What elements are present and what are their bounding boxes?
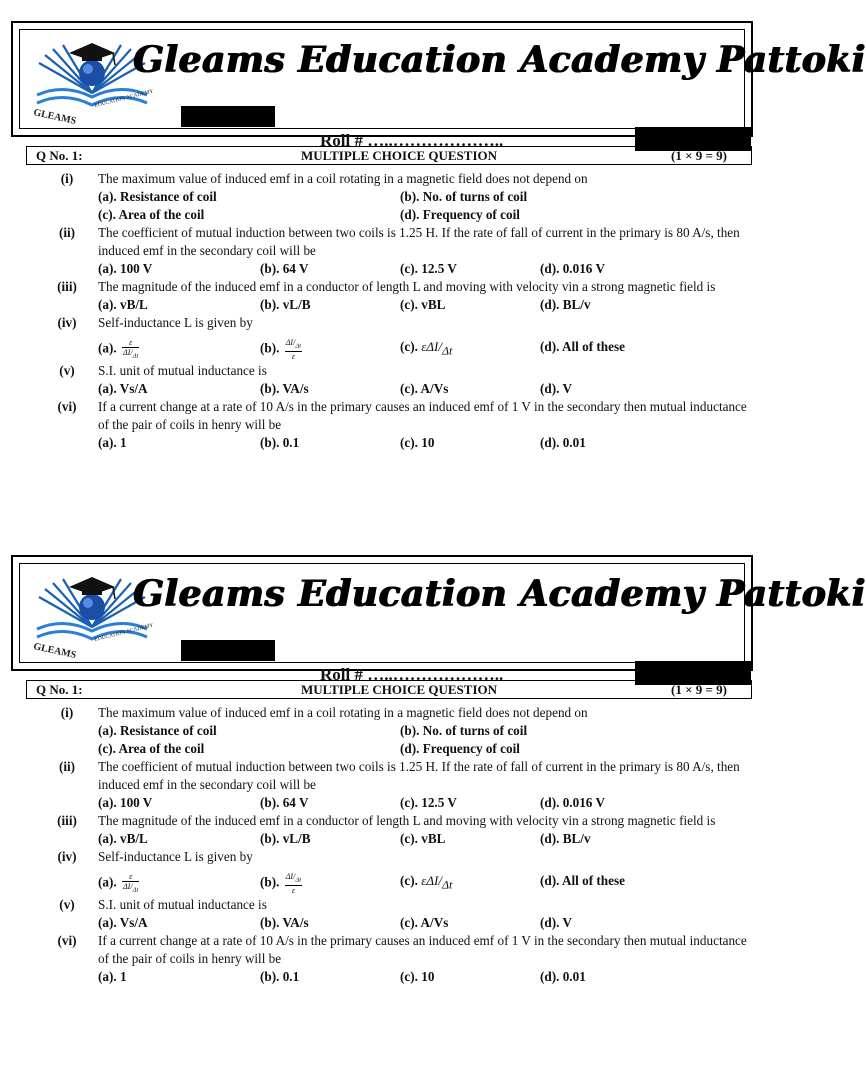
option-d: (d). 0.016 V — [540, 261, 605, 276]
option-c: (c). A/Vs — [400, 915, 449, 930]
option-a: (a). Vs/A — [98, 915, 148, 930]
question-item — [0, 278, 768, 314]
question-text: The coefficient of mutual induction between two coils is 1.25 H. If the rate of fall of current in the primary is 80 A/s, then induced emf in the secondary coil will be — [98, 225, 740, 258]
options-row — [0, 914, 768, 932]
section-header — [26, 146, 752, 165]
header-box — [11, 555, 866, 684]
option-d: (d). V — [540, 915, 572, 930]
question-num: (ii) — [58, 759, 76, 774]
section-header — [26, 680, 752, 699]
option-d: (d). Frequency of coil — [400, 741, 520, 756]
marks-label: (1 × 9 = 9) — [671, 148, 727, 163]
option-c: (c). Area of the coil — [98, 207, 205, 222]
section-title: MULTIPLE CHOICE QUESTION — [301, 148, 498, 163]
option-a: (a). 100 V — [98, 795, 153, 810]
options-row — [0, 722, 768, 740]
option-d: (d). BL/v — [540, 297, 591, 312]
option-c: (c). vBL — [400, 297, 446, 312]
option-a: (a). vB/L — [98, 831, 148, 846]
logo-word: GLEAMS — [32, 107, 78, 127]
options-row — [0, 332, 768, 362]
question-text: Self-inductance L is given by — [98, 315, 253, 330]
option-b: (b). VA/s — [260, 915, 309, 930]
question-number-label: Q No. 1: — [36, 682, 83, 697]
question-list — [0, 170, 768, 452]
question-text: Self-inductance L is given by — [98, 849, 253, 864]
option-d: (d). 0.01 — [540, 969, 586, 984]
question-item — [0, 398, 768, 452]
option-d: (d). 0.016 V — [540, 795, 605, 810]
option-c — [400, 872, 452, 894]
marks-label: (1 × 9 = 9) — [671, 682, 727, 697]
question-text: S.I. unit of mutual inductance is — [98, 897, 267, 912]
options-row — [0, 206, 768, 224]
question-item — [0, 224, 768, 278]
question-text: If a current change at a rate of 10 A/s in the primary causes an induced emf of 1 V in the secondary then mutual inductance of the pair of coils in henry will be — [98, 933, 747, 966]
option-b: (b). 64 V — [260, 795, 309, 810]
question-item — [0, 896, 768, 932]
question-item — [0, 758, 768, 812]
roll-number-field: Roll # …..……………….. — [320, 665, 504, 684]
option-c-label: (c). — [400, 873, 418, 888]
options-row — [0, 830, 768, 848]
option-a — [98, 338, 139, 361]
question-num: (iii) — [57, 813, 77, 828]
question-text: The coefficient of mutual induction between two coils is 1.25 H. If the rate of fall of current in the primary is 80 A/s, then induced emf in the secondary coil will be — [98, 759, 740, 792]
option-b — [260, 338, 302, 361]
option-c-label: (c). — [400, 339, 418, 354]
formula-c: εΔI/$_{\Delta t}$ — [421, 873, 453, 892]
options-row — [0, 296, 768, 314]
header-box — [11, 21, 866, 150]
option-c: (c). 12.5 V — [400, 795, 457, 810]
options-row — [0, 260, 768, 278]
option-b-label: (b). — [260, 874, 280, 890]
option-b — [260, 872, 302, 895]
options-row — [0, 380, 768, 398]
academy-title: Gleams Education Academy Pattoki — [133, 39, 866, 81]
options-row — [0, 434, 768, 452]
option-a: (a). vB/L — [98, 297, 148, 312]
question-item — [0, 812, 768, 848]
question-text: If a current change at a rate of 10 A/s in the primary causes an induced emf of 1 V in the secondary then mutual inductance of the pair of coils in henry will be — [98, 399, 747, 432]
question-num: (i) — [60, 171, 74, 186]
section-title: MULTIPLE CHOICE QUESTION — [301, 682, 498, 697]
options-row — [0, 740, 768, 758]
option-c: (c). Area of the coil — [98, 741, 205, 756]
formula-b: $\frac{\Delta I/_{\Delta t}}{\varepsilon}$ — [285, 338, 302, 361]
formula-a: $\frac{\varepsilon}{\Delta I/_{\Delta t}}$ — [122, 338, 139, 360]
question-num: (vi) — [57, 399, 77, 414]
option-a: (a). Resistance of coil — [98, 723, 217, 738]
option-b: (b). vL/B — [260, 297, 311, 312]
option-a: (a). 100 V — [98, 261, 153, 276]
option-b: (b). 64 V — [260, 261, 309, 276]
question-num: (iv) — [57, 315, 77, 330]
option-a-label: (a). — [98, 340, 117, 356]
logo-sub: EDUCATION ACADEMY — [94, 88, 155, 109]
option-d: (d). BL/v — [540, 831, 591, 846]
option-a — [98, 872, 139, 895]
question-text: S.I. unit of mutual inductance is — [98, 363, 267, 378]
formula-c: εΔI/$_{\Delta t}$ — [421, 339, 453, 358]
question-item — [0, 170, 768, 224]
question-text: The maximum value of induced emf in a coil rotating in a magnetic field does not depend on — [98, 705, 588, 720]
option-c: (c). 10 — [400, 969, 435, 984]
academy-title: Gleams Education Academy Pattoki — [133, 573, 866, 615]
question-num: (iii) — [57, 279, 77, 294]
option-a: (a). Vs/A — [98, 381, 148, 396]
option-c — [400, 338, 452, 360]
option-d: (d). All of these — [540, 873, 625, 888]
option-a: (a). 1 — [98, 969, 127, 984]
option-c: (c). A/Vs — [400, 381, 449, 396]
question-num: (vi) — [57, 933, 77, 948]
redaction-block-left — [181, 640, 275, 661]
option-d: (d). 0.01 — [540, 435, 586, 450]
question-num: (v) — [59, 363, 75, 378]
option-c: (c). 10 — [400, 435, 435, 450]
question-item — [0, 704, 768, 758]
option-d: (d). All of these — [540, 339, 625, 354]
question-item — [0, 932, 768, 986]
question-item — [0, 362, 768, 398]
options-row — [0, 866, 768, 896]
option-d: (d). Frequency of coil — [400, 207, 520, 222]
option-b: (b). No. of turns of coil — [400, 189, 528, 204]
option-b: (b). VA/s — [260, 381, 309, 396]
question-num: (v) — [59, 897, 75, 912]
option-b: (b). No. of turns of coil — [400, 723, 528, 738]
question-text: The magnitude of the induced emf in a conductor of length L and moving with velocity vin a strong magnetic field is — [98, 813, 716, 828]
option-a: (a). 1 — [98, 435, 127, 450]
options-row — [0, 968, 768, 986]
option-a: (a). Resistance of coil — [98, 189, 217, 204]
question-num: (iv) — [57, 849, 77, 864]
question-sheet-bottom — [0, 534, 866, 1068]
question-num: (i) — [60, 705, 74, 720]
option-a-label: (a). — [98, 874, 117, 890]
options-row — [0, 188, 768, 206]
option-b-label: (b). — [260, 340, 280, 356]
option-b: (b). 0.1 — [260, 969, 300, 984]
option-d: (d). V — [540, 381, 572, 396]
question-number-label: Q No. 1: — [36, 148, 83, 163]
option-b: (b). 0.1 — [260, 435, 300, 450]
question-text: The magnitude of the induced emf in a conductor of length L and moving with velocity vin a strong magnetic field is — [98, 279, 716, 294]
option-c: (c). vBL — [400, 831, 446, 846]
redaction-block-left — [181, 106, 275, 127]
question-item — [0, 848, 768, 896]
logo-word: GLEAMS — [32, 641, 78, 661]
option-c: (c). 12.5 V — [400, 261, 457, 276]
formula-b: $\frac{\Delta I/_{\Delta t}}{\varepsilon}$ — [285, 872, 302, 895]
roll-number-field: Roll # …..……………….. — [320, 131, 504, 150]
options-row — [0, 794, 768, 812]
question-text: The maximum value of induced emf in a coil rotating in a magnetic field does not depend on — [98, 171, 588, 186]
question-list — [0, 704, 768, 986]
option-b: (b). vL/B — [260, 831, 311, 846]
question-item — [0, 314, 768, 362]
formula-a: $\frac{\varepsilon}{\Delta I/_{\Delta t}}$ — [122, 872, 139, 894]
logo-sub: EDUCATION ACADEMY — [94, 622, 155, 643]
question-num: (ii) — [58, 225, 76, 240]
